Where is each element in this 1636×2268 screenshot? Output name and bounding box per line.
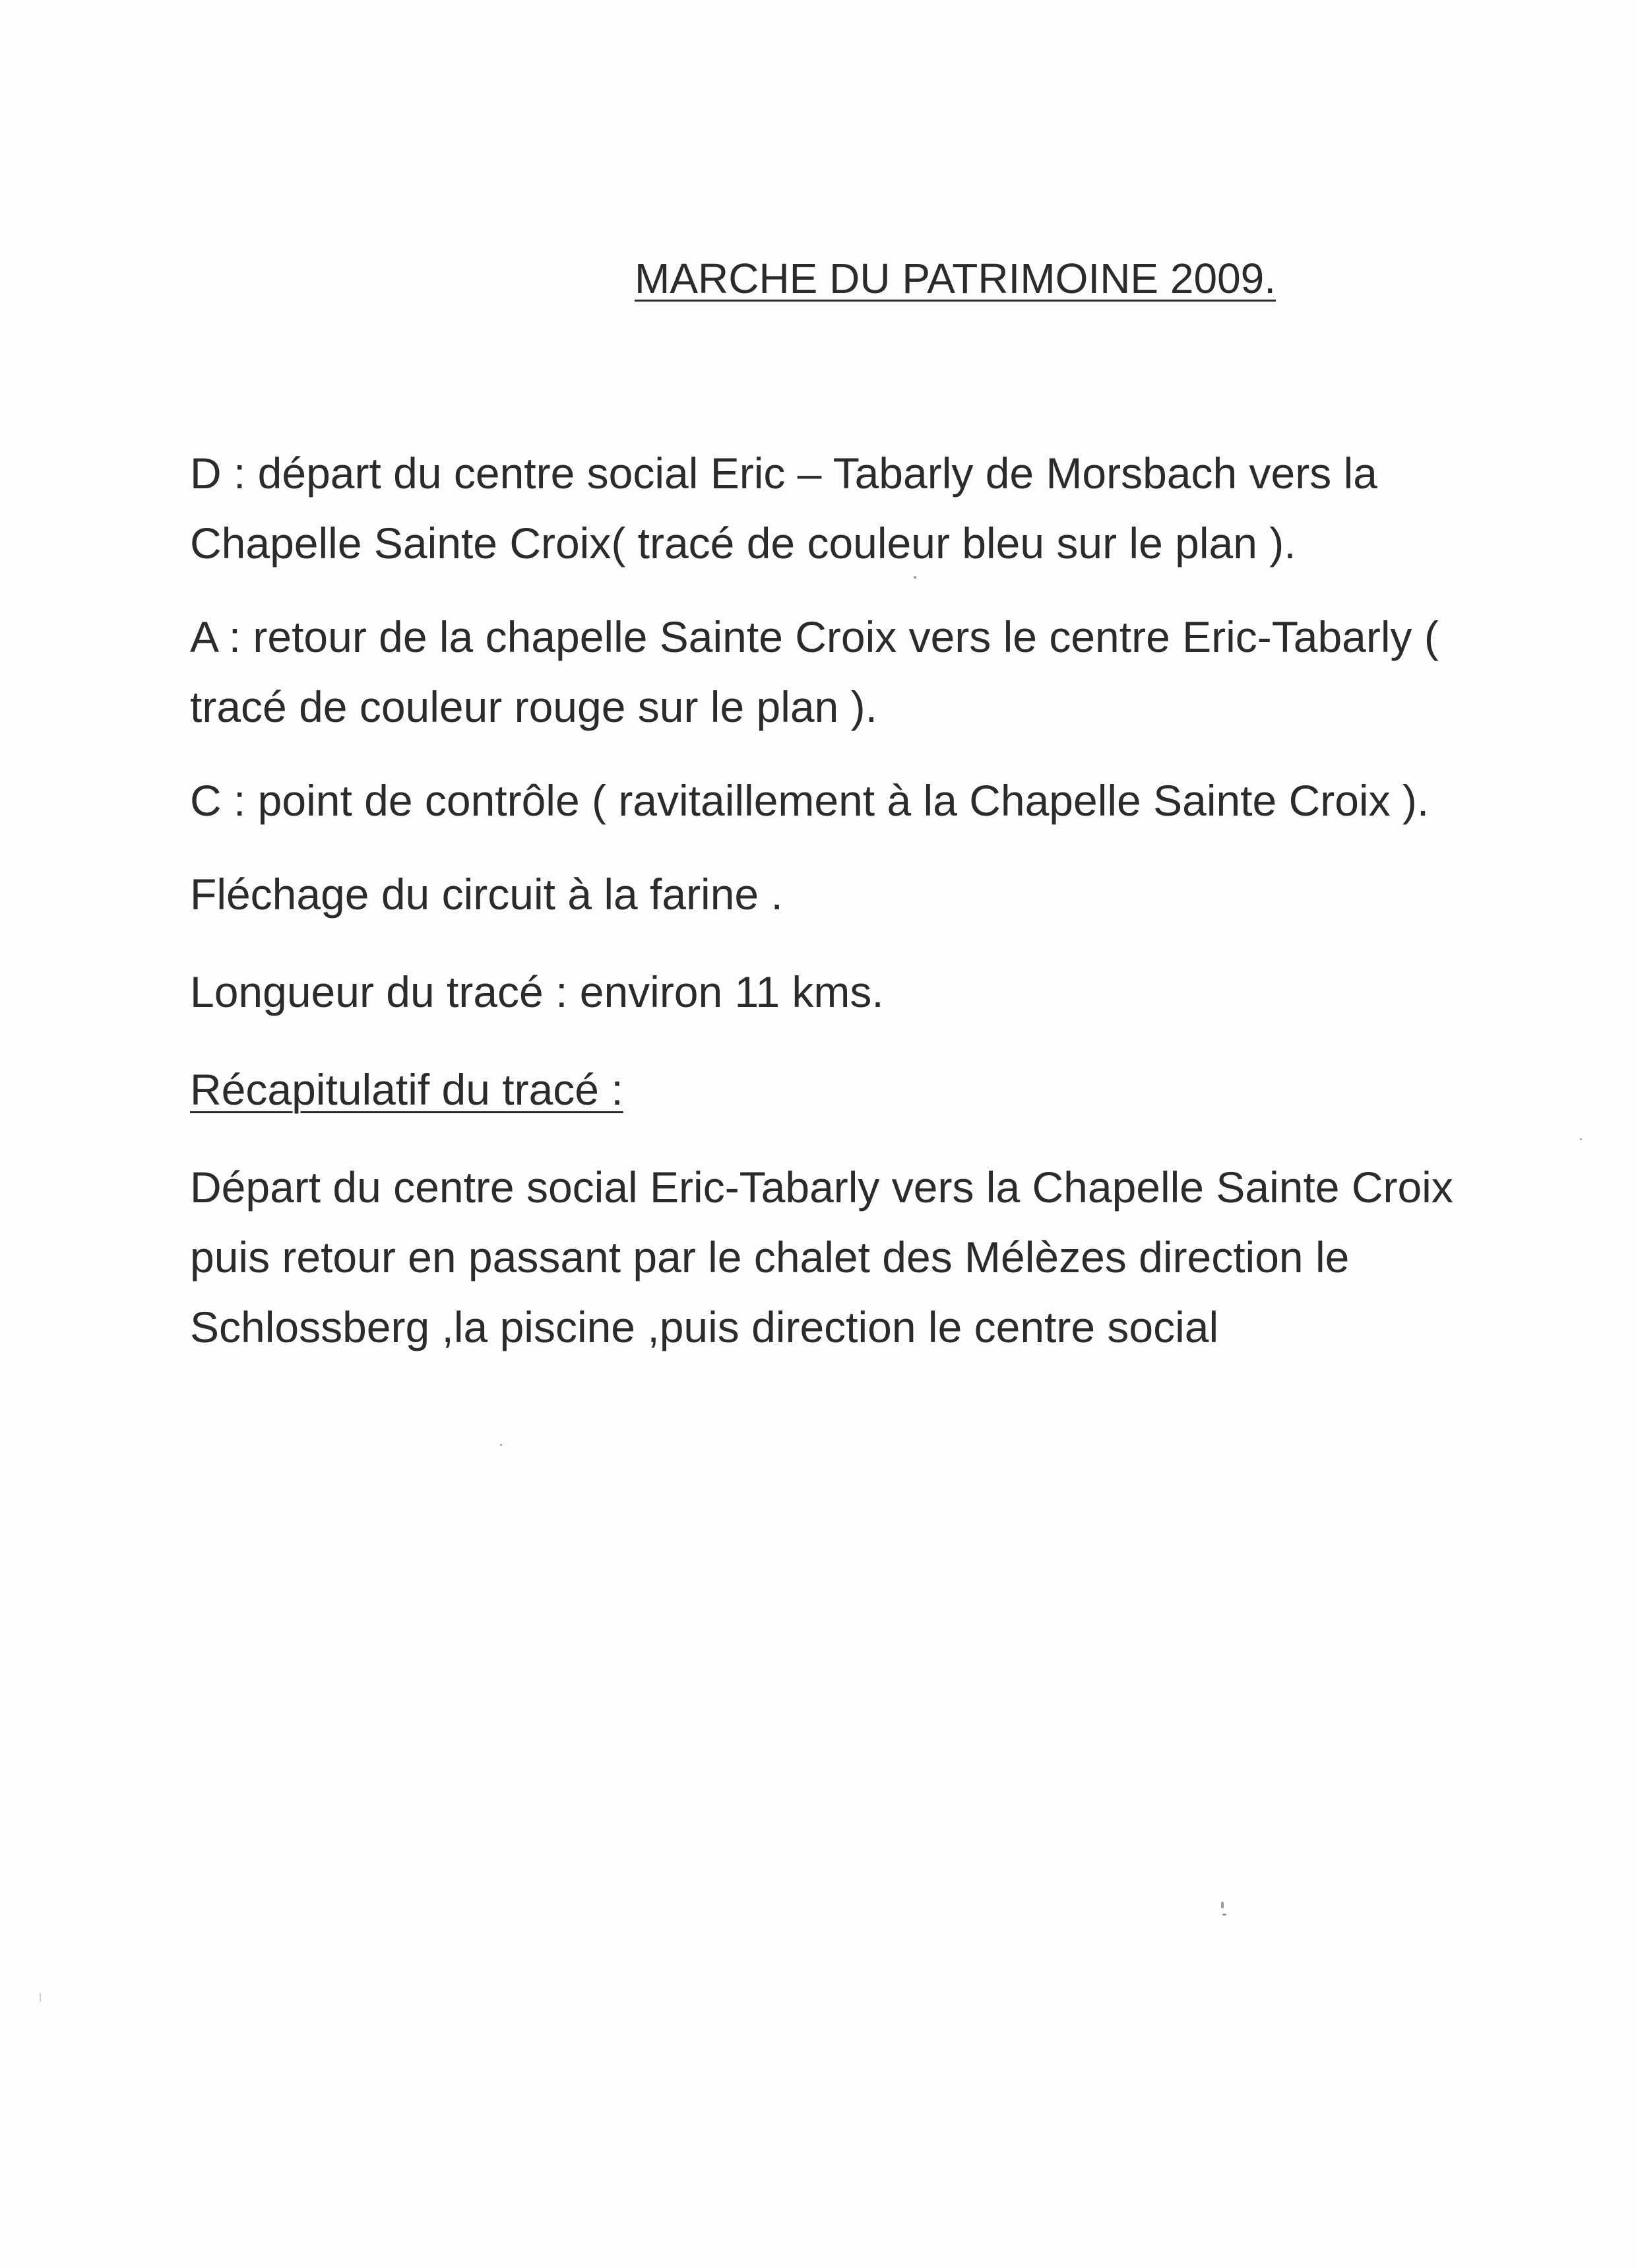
paragraph-controle: C : point de contrôle ( ravitaillement à la Chapelle Sainte Croix ).: [190, 776, 1430, 825]
scan-speck: [1222, 1914, 1226, 1916]
scan-speck: [1221, 1902, 1224, 1908]
document-body: [190, 438, 1463, 1386]
paragraph-longueur: Longueur du tracé : environ 11 kms.: [190, 967, 884, 1016]
paragraph-arrivee: A : retour de la chapelle Sainte Croix vers le centre Eric-Tabarly ( tracé de couleur rouge sur le plan ).: [190, 612, 1439, 731]
summary-paragraph: Départ du centre social Eric-Tabarly vers la Chapelle Sainte Croix puis retour en passant par le chalet des Mélèzes direction le Schlossberg ,la piscine ,puis direction le centre social: [190, 1163, 1453, 1351]
summary-heading: Récapitulatif du tracé :: [190, 1065, 623, 1114]
scan-speck: [914, 576, 916, 579]
scan-speck: [500, 1444, 502, 1446]
scan-speck: [1580, 1138, 1582, 1140]
paragraph-depart: D : départ du centre social Eric – Tabarly de Morsbach vers la Chapelle Sainte Croix( tracé de couleur bleu sur le plan ).: [190, 449, 1377, 567]
scan-speck: [40, 1993, 41, 2002]
paragraph-flechage: Fléchage du circuit à la farine .: [190, 870, 783, 919]
document-title: MARCHE DU PATRIMOINE 2009.: [635, 255, 1276, 302]
